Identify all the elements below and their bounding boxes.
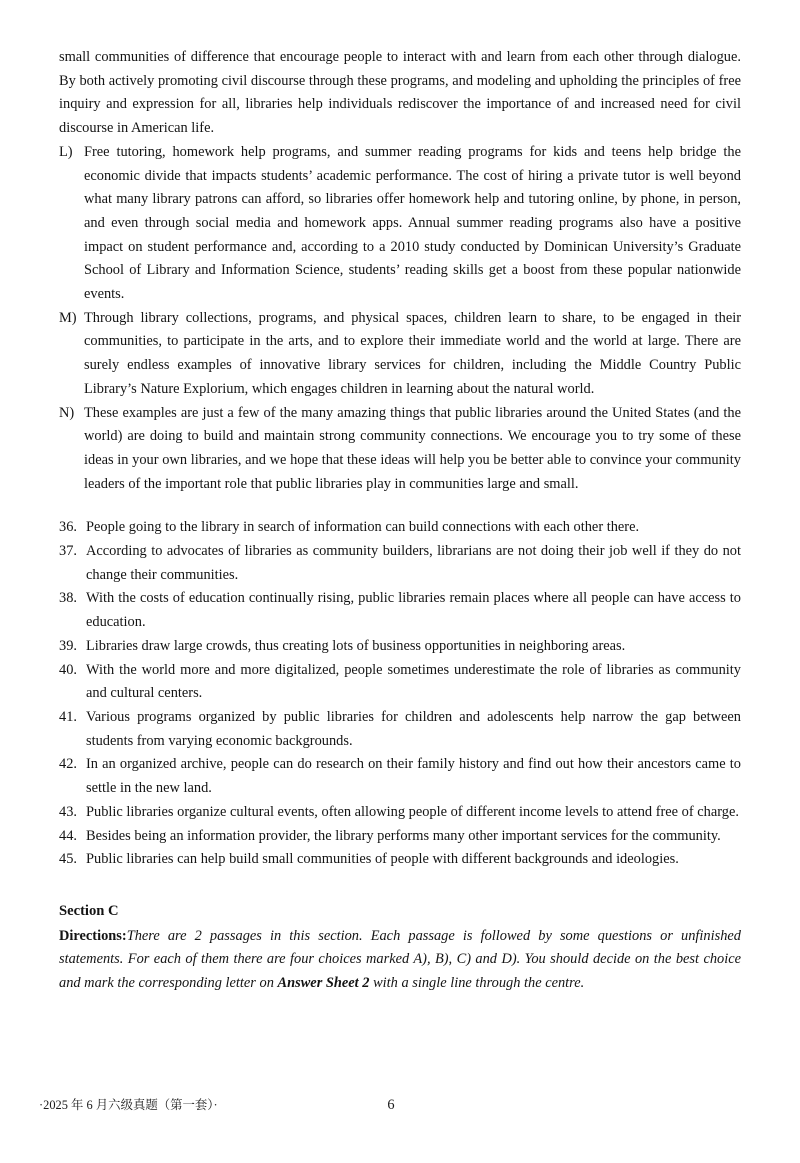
paragraph-N	[59, 402, 741, 497]
paragraph-label-M: M)	[59, 309, 77, 326]
page-content	[59, 46, 741, 996]
question-number-43: 43.	[59, 803, 77, 820]
directions-label: Directions:	[59, 927, 127, 944]
question-number-36: 36.	[59, 519, 77, 536]
question-item-39	[59, 635, 741, 659]
directions-text-part2: with a single line through the centre.	[369, 975, 585, 992]
question-item-43	[59, 801, 741, 825]
paragraph-text-N: These examples are just a few of the many amazing things that public libraries around the United States (and the world) are doing to build and maintain strong community connections. We encourage you to try some of these ideas in your own libraries, and we hope that these ideas will help you be better able to convince your community leaders of the important role that public libraries play in communities large and small.	[84, 404, 741, 492]
answer-sheet-reference: Answer Sheet 2	[277, 975, 370, 992]
question-text-41: Various programs organized by public libraries for children and adolescents help narrow the gap between students from varying economic backgrounds.	[86, 708, 741, 749]
question-item-38	[59, 587, 741, 634]
question-number-41: 41.	[59, 708, 77, 725]
section-c-block	[59, 900, 741, 996]
footer-page-number: 6	[387, 1097, 395, 1113]
paragraph-continuation: small communities of difference that encourage people to interact with and learn from each other through dialogue. By both actively promoting civil discourse through these programs, and modeling and upholding the principles of free inquiry and expression for all, libraries help individuals rediscover the importance of and increased need for civil discourse in American life.	[59, 49, 741, 137]
question-text-45: Public libraries can help build small communities of people with different backgrounds and ideologies.	[86, 851, 679, 868]
paragraph-M	[59, 307, 741, 402]
question-number-42: 42.	[59, 756, 77, 773]
directions-text-part1: There are 2 passages in this section. Each passage is followed by some questions or unfinished statements. For each of them there are four choices marked A), B), C) and D). You should decide on the best choice and mark the corresponding letter on	[59, 927, 741, 992]
paragraph-text-L: Free tutoring, homework help programs, and summer reading programs for kids and teens help bridge the economic divide that impacts students’ academic performance. The cost of hiring a private tutor is well beyond what many library patrons can afford, so libraries offer homework help and tutoring online, by phone, in person, and even through social media and homework apps. Annual summer reading programs also have a positive impact on student performance and, according to a 2010 study conducted by Dominican University’s Graduate School of Library and Information Science, students’ reading skills get a boost from these popular nationwide events.	[84, 143, 741, 303]
paragraph-label-N: N)	[59, 404, 75, 421]
question-item-37	[59, 540, 741, 587]
question-item-45	[59, 848, 741, 872]
footer-source-label: ·2025 年 6 月六级真题（第一套）·	[39, 1098, 218, 1112]
question-item-44	[59, 825, 741, 849]
section-heading: Section C	[59, 902, 119, 919]
question-item-40	[59, 659, 741, 706]
question-text-43: Public libraries organize cultural events, often allowing people of different income levels to attend free of charge.	[86, 803, 739, 820]
question-text-44: Besides being an information provider, the library performs many other important services for the community.	[86, 827, 721, 844]
question-item-36	[59, 516, 741, 540]
question-number-38: 38.	[59, 590, 77, 607]
paragraph-label-L: L)	[59, 143, 73, 160]
question-text-40: With the world more and more digitalized, people sometimes underestimate the role of libraries as community and cultural centers.	[86, 661, 741, 702]
question-text-38: With the costs of education continually rising, public libraries remain places where all people can have access to education.	[86, 590, 741, 631]
question-number-40: 40.	[59, 661, 77, 678]
question-item-41	[59, 706, 741, 753]
question-text-39: Libraries draw large crowds, thus creating lots of business opportunities in neighboring areas.	[86, 637, 626, 654]
question-number-45: 45.	[59, 851, 77, 868]
question-text-36: People going to the library in search of information can build connections with each other there.	[86, 519, 640, 536]
paragraph-L	[59, 141, 741, 307]
question-text-42: In an organized archive, people can do research on their family history and find out how their ancestors came to settle in the new land.	[86, 756, 741, 797]
question-number-39: 39.	[59, 637, 77, 654]
page-footer	[0, 1095, 800, 1119]
question-text-37: According to advocates of libraries as community builders, librarians are not doing their job well if they do not change their communities.	[86, 543, 741, 583]
question-number-44: 44.	[59, 827, 77, 844]
section-directions	[59, 925, 741, 996]
question-number-37: 37.	[59, 543, 77, 560]
paragraph-text-M: Through library collections, programs, and physical spaces, children learn to share, to be engaged in their communities, to participate in the arts, and to explore their immediate world and the world at large. There are surely endless examples of innovative library services for children, including the Middle Country Public Library’s Nature Explorium, which engages children in learning about the natural world.	[84, 309, 741, 397]
question-item-42	[59, 753, 741, 800]
question-list	[59, 516, 741, 872]
